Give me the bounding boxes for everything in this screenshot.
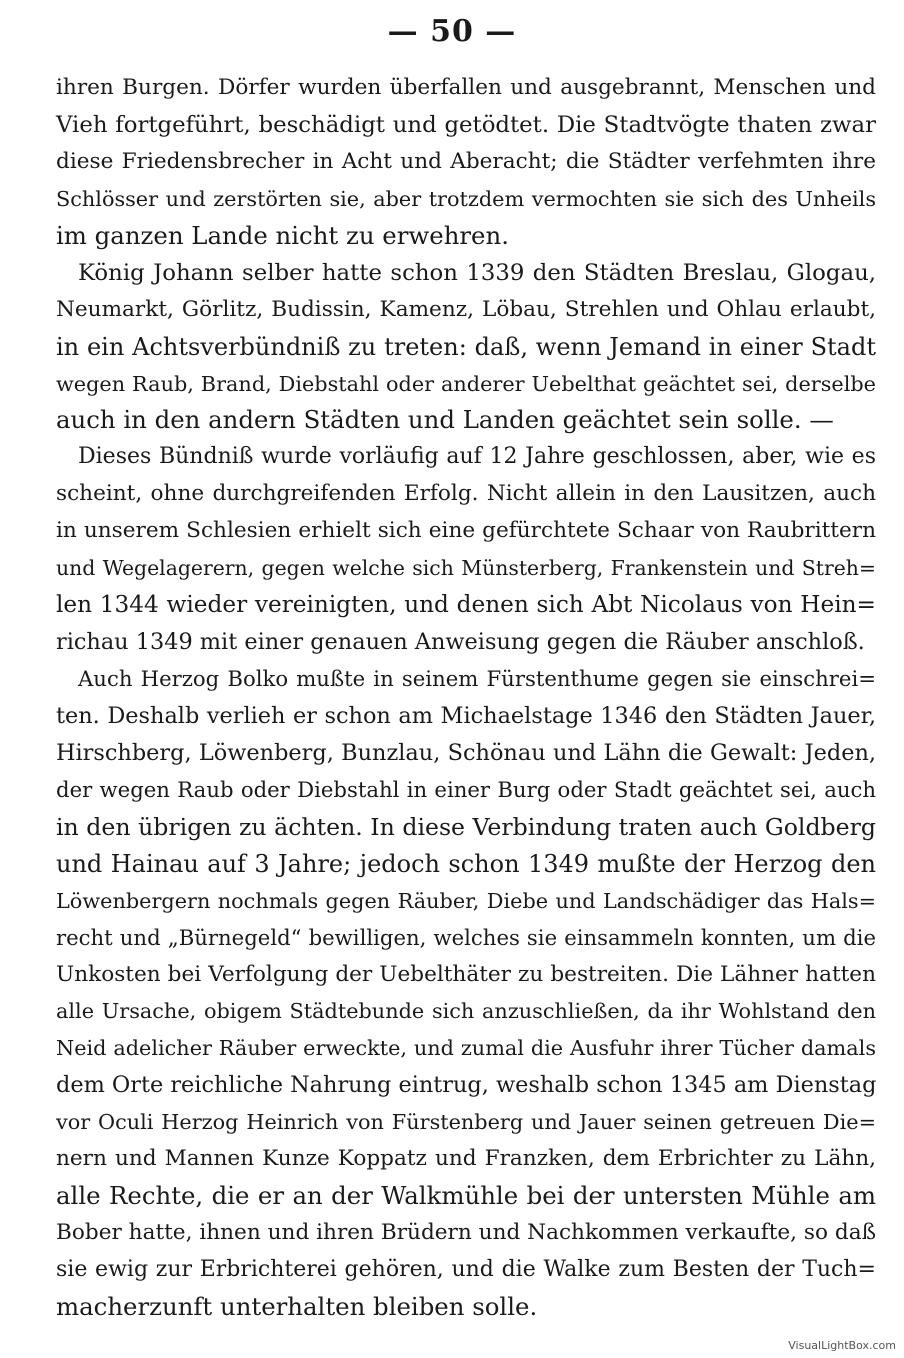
text-line: Neid adelicher Räuber erweckte, und zumal die Ausfuhr ihrer Tücher damals	[56, 1036, 876, 1061]
text-line: Unkosten bei Verfolgung der Uebelthäter zu bestreiten. Die Lähner hatten	[56, 961, 876, 987]
text-line: in unserem Schlesien erhielt sich eine gefürchtete Schaar von Raubrittern	[56, 518, 876, 544]
text-line: diese Friedensbrecher in Acht und Aberacht; die Städter verfehmten ihre	[56, 148, 876, 174]
paragraph	[56, 661, 876, 1326]
text-line: auch in den andern Städten und Landen geächtet sein solle. —	[56, 405, 834, 435]
text-line: der wegen Raub oder Diebstahl in einer Burg oder Stadt geächtet sei, auch	[56, 776, 876, 802]
text-line: in ein Achtsverbündniß zu treten: daß, wenn Jemand in einer Stadt	[56, 332, 876, 361]
text-line: und Hainau auf 3 Jahre; jedoch schon 1349 mußte der Herzog den	[56, 849, 876, 878]
text-line: Hirschberg, Löwenberg, Bunzlau, Schönau und Lähn die Gewalt: Jeden,	[56, 739, 876, 766]
text-line: nern und Mannen Kunze Koppatz und Franzken, dem Erbrichter zu Lähn,	[56, 1146, 876, 1172]
text-line: dem Orte reichliche Nahrung eintrug, weshalb schon 1345 am Dienstag	[56, 1072, 877, 1099]
text-line: im ganzen Lande nicht zu erwehren.	[56, 220, 509, 250]
text-line: alle Ursache, obigem Städtebunde sich anzuschließen, da ihr Wohlstand den	[56, 999, 876, 1024]
paragraph	[56, 70, 876, 255]
text-line: Bober hatte, ihnen und ihren Brüdern und Nachkommen verkaufte, so daß	[56, 1220, 876, 1246]
text-line: Auch Herzog Bolko mußte in seinem Fürstenthume gegen sie einschrei=	[78, 666, 876, 691]
text-line: Schlösser und zerstörten sie, aber trotzdem vermochten sie sich des Unheils	[56, 186, 876, 211]
text-line: Dieses Bündniß wurde vorläufig auf 12 Jahre geschlossen, aber, wie es	[78, 444, 876, 470]
body-text	[56, 70, 876, 1326]
text-line: recht und „Bürnegeld“ bewilligen, welches sie einsammeln konnten, um die	[56, 924, 876, 950]
text-line: und Wegelagerern, gegen welche sich Münsterberg, Frankenstein und Streh=	[56, 556, 876, 581]
text-line: richau 1349 mit einer genauen Anweisung gegen die Räuber anschloß.	[56, 629, 865, 656]
text-line: ihren Burgen. Dörfer wurden überfallen und ausgebrannt, Menschen und	[56, 75, 876, 100]
text-line: scheint, ohne durchgreifenden Erfolg. Nicht allein in den Lausitzen, auch	[56, 481, 876, 507]
page-number: — 50 —	[387, 14, 517, 49]
text-line: Löwenbergern nochmals gegen Räuber, Diebe und Landschädiger das Hals=	[56, 888, 876, 913]
text-line: ten. Deshalb verlieh er schon am Michaelstage 1346 den Städten Jauer,	[56, 702, 876, 729]
text-line: wegen Raub, Brand, Diebstahl oder anderer Uebelthat geächtet sei, derselbe	[56, 371, 876, 396]
text-line: Neumarkt, Görlitz, Budissin, Kamenz, Löbau, Strehlen und Ohlau erlaubt,	[56, 296, 876, 322]
text-line: König Johann selber hatte schon 1339 den Städten Breslau, Glogau,	[78, 259, 876, 286]
text-line: in den übrigen zu ächten. In diese Verbindung traten auch Goldberg	[56, 812, 876, 841]
text-line: len 1344 wieder vereinigten, und denen sich Abt Nicolaus von Hein=	[56, 591, 876, 619]
paragraph	[56, 255, 876, 440]
text-line: alle Rechte, die er an der Walkmühle bei der untersten Mühle am	[56, 1181, 876, 1211]
paragraph	[56, 439, 876, 661]
text-line: Vieh fortgeführt, beschädigt und getödtet. Die Stadtvögte thaten zwar	[56, 111, 876, 138]
watermark: VisualLightBox.com	[788, 1339, 896, 1352]
text-line: sie ewig zur Erbrichterei gehören, und die Walke zum Besten der Tuch=	[56, 1257, 876, 1282]
text-line: macherzunft unterhalten bleiben solle.	[56, 1291, 538, 1321]
text-line: vor Oculi Herzog Heinrich von Fürstenberg und Jauer seinen getreuen Die=	[56, 1110, 876, 1135]
